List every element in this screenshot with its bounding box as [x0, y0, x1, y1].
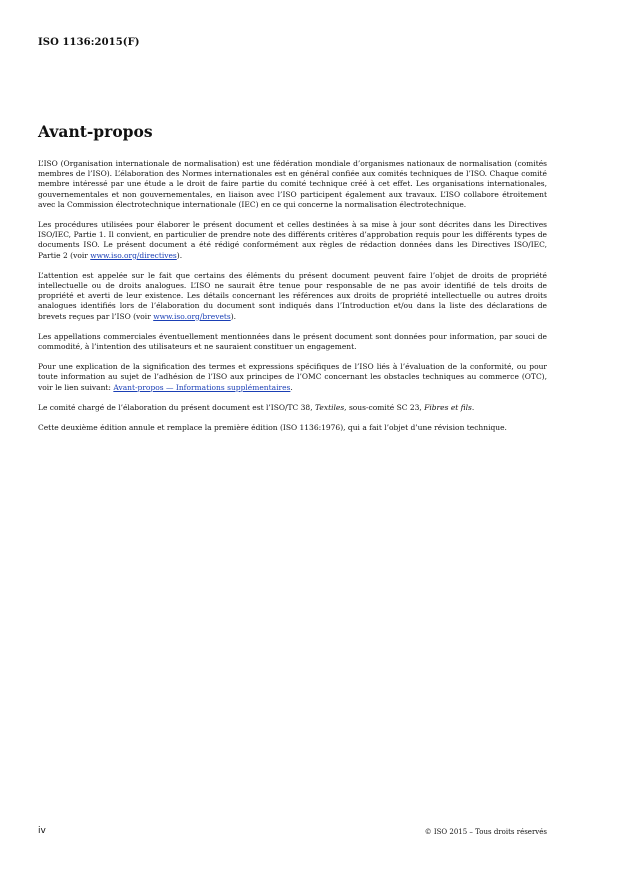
paragraph-text: ). [230, 311, 237, 321]
paragraph-iso-intro: L’ISO (Organisation internationale de normalisation) est une fédération mondiale d’organismes nationaux de normalisation (comités membres de l’ISO). L’élaboration des Normes internationales est en général confiée aux comités techniques de l’ISO. Chaque comité membre intéressé par une étude a le droit de faire partie du comité technique créé à cet effet. Les organisations internationales, gouvernementales et non gouvernementales, en liaison avec l’ISO participent également aux travaux. L’ISO collabore étroitement avec la Commission électrotechnique internationale (IEC) en ce qui concerne la normalisation électrotechnique. [38, 159, 547, 209]
paragraph-trade-names: Les appellations commerciales éventuellement mentionnées dans le présent document sont données pour information, par souci de commodité, à l’intention des utilisateurs et ne sauraient constituer un engagement. [38, 331, 547, 352]
section-title: Avant-propos [38, 122, 153, 141]
paragraph-text: Le comité chargé de l’élaboration du présent document est l’ISO/TC 38, [38, 402, 315, 412]
paragraph-text: . [471, 402, 475, 412]
foreword-body [38, 159, 547, 443]
directives-link[interactable]: www.iso.org/directives [90, 250, 177, 260]
copyright-notice: © ISO 2015 – Tous droits réservés [424, 828, 547, 836]
paragraph-text: Les procédures utilisées pour élaborer le présent document et celles destinées à sa mise à jour sont décrites dans les Directives ISO/IEC, Partie 1. Il convient, en particulier de prendre note des différents critères d’approbation requis pour les différents types de documents ISO. Le présent document a été rédigé conformément aux règles de rédaction données dans les Directives ISO/IEC, Partie 2 (voir [38, 220, 547, 260]
page-number: iv [38, 826, 46, 836]
paragraph-edition: Cette deuxième édition annule et remplace la première édition (ISO 1136:1976), qui a fait l’objet d’une révision technique. [38, 423, 507, 433]
document-identifier: ISO 1136:2015(F) [38, 37, 140, 48]
patents-link[interactable]: www.iso.org/brevets [153, 311, 231, 321]
committee-name: Textiles [314, 402, 345, 412]
paragraph-text: ). [176, 250, 183, 260]
paragraph-text: Pour une explication de la signification des termes et expressions spécifiques de l’ISO liés à l’évaluation de la conformité, ou pour toute information au sujet de l’adhésion de l’ISO aux principes de l’OMC concernant les obstacles techniques au commerce (OTC), voir le lien suivant: [38, 362, 547, 392]
paragraph-procedures [38, 220, 547, 261]
paragraph-text: L’attention est appelée sur le fait que certains des éléments du présent document peuvent faire l’objet de droits de propriété intellectuelle ou de droits analogues. L’ISO ne saurait être tenue pour responsable de ne pas avoir identifié de tels droits de propriété et averti de leur existence. Les détails concernant les références aux droits de propriété intellectuelle ou autres droits analogues identifiés lors de l’élaboration du document sont indiqués dans l’Introduction et/ou dans la liste des déclarations de brevets reçues par l’ISO (voir [38, 270, 547, 321]
paragraph-text: , sous-comité SC 23, [344, 402, 425, 412]
subcommittee-name: Fibres et fils [424, 402, 472, 412]
paragraph-committee [38, 403, 547, 413]
paragraph-conformity [38, 362, 547, 393]
supplementary-info-link[interactable]: Avant-propos — Informations supplémentaires [113, 382, 291, 392]
paragraph-text: . [290, 382, 293, 392]
paragraph-patents [38, 271, 547, 322]
